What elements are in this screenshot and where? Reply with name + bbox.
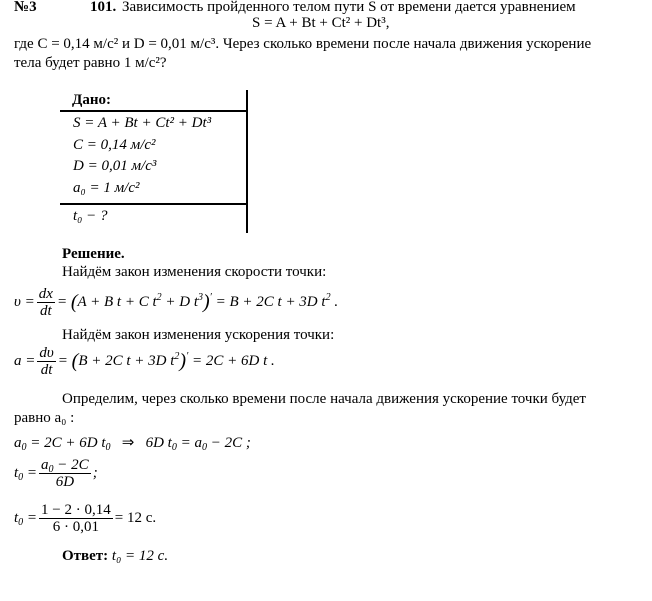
answer-label: Ответ: — [62, 548, 109, 564]
given-top-rule — [60, 110, 248, 112]
solution-title: Решение. — [62, 246, 125, 262]
solution-step-velocity: Найдём закон изменения скорости точки: — [62, 264, 327, 280]
given-row-4: a₀ = 1 м/с² — [73, 180, 140, 196]
problem-section-number: №3 — [14, 0, 37, 15]
solution-step-time-cont: равно a₀ : — [14, 410, 75, 426]
problem-conditions: где С = 0,14 м/с² и D = 0,01 м/с³. Через сколько времени после начала движения ускорение — [14, 36, 592, 52]
given-row-2: C = 0,14 м/с² — [73, 137, 156, 153]
equation-a0: $a_0 = 2C + 6D$ $t_0$ ⇒ 6D $t_0 = a_0 - 2C$ ; — [14, 435, 251, 453]
answer-value: t₀ = 12 с. — [111, 548, 169, 564]
given-vertical-rule — [246, 90, 248, 233]
equation-t0-numeric: $t_0$ = $\frac{1 - 2 \cdot 0,14}{6 \cdot 0,01}$ = 12 с. — [14, 502, 157, 535]
answer — [62, 548, 168, 565]
velocity-formula: υ = $\frac{dx}{dt}$ = (A + B t + C $t^2 + D$ $t^3)' = B + 2C$ t + 3D $t^2$ . — [14, 286, 339, 319]
equation-t0-general: $t_0$ = $\frac{a_0 - 2C}{6D}$ ; — [14, 457, 98, 490]
given-row-1: S = A + Bt + Ct² + Dt³ — [73, 115, 212, 131]
problem-text: Зависимость пройденного телом пути S от времени дается уравнением — [122, 0, 576, 15]
given-row-3: D = 0,01 м/с³ — [73, 158, 157, 174]
find-row: t₀ − ? — [73, 208, 108, 224]
problem-number: 101. — [90, 0, 117, 15]
solution-step-time: Определим, через сколько времени после начала движения ускорение точки будет — [62, 391, 586, 407]
acceleration-formula: a = $\frac{d\upsilon}{dt}$ = (B + 2C t + 3D $t^2)' = 2C + 6D$ t . — [14, 345, 275, 378]
given-title: Дано: — [72, 92, 111, 108]
given-bottom-rule — [60, 203, 248, 205]
problem-question: тела будет равно 1 м/с²? — [14, 55, 167, 71]
problem-equation: S = A + Bt + Ct² + Dt³, — [252, 15, 390, 31]
solution-step-acceleration: Найдём закон изменения ускорения точки: — [62, 327, 335, 343]
